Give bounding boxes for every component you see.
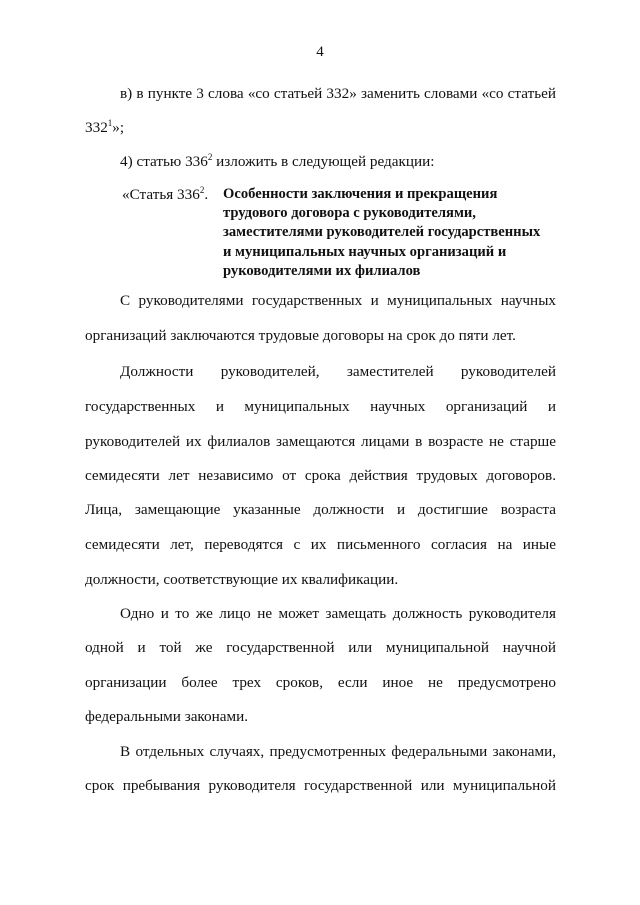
para2-line-7: должности, соответствующие их квалификации. xyxy=(85,571,399,588)
para3-line-1: Одно и то же лицо не может замещать должность руководителя xyxy=(120,605,556,622)
article-title-line-2: трудового договора с руководителями, xyxy=(223,205,476,222)
article-title-line-3: заместителями руководителей государственных xyxy=(223,224,541,241)
para2-line-5: Лица, замещающие указанные должности и достигшие возраста xyxy=(85,501,556,518)
item-v-end: »; xyxy=(112,119,125,136)
item-4-superscript: 2 xyxy=(207,152,213,162)
article-title-line-4: и муниципальных научных организаций и xyxy=(223,243,507,260)
article-label-text: «Статья 336 xyxy=(122,186,200,203)
para2-line-1: Должности руководителей, заместителей руководителей xyxy=(120,363,556,380)
article-title-line-5: руководителями их филиалов xyxy=(223,262,421,279)
item-v-superscript: 1 xyxy=(107,118,113,128)
article-label xyxy=(122,185,208,205)
article-label-superscript: 2 xyxy=(199,185,205,195)
para2-line-3: руководителей их филиалов замещаются лицами в возрасте не старше xyxy=(85,433,556,450)
item-v-line-1: в) в пункте 3 слова «со статьей 332» заменить словами «со статьей xyxy=(120,85,556,102)
item-v-line-2 xyxy=(85,118,556,138)
item-v-number: 332 xyxy=(85,119,108,136)
para3-line-3: организации более трех сроков, если иное не предусмотрено xyxy=(85,674,556,691)
para2-line-2: государственных и муниципальных научных организаций и xyxy=(85,398,556,415)
para4-line-1: В отдельных случаях, предусмотренных федеральными законами, xyxy=(120,743,556,760)
para1-line-1: С руководителями государственных и муниципальных научных xyxy=(120,292,556,309)
para2-line-4: семидесяти лет независимо от срока действия трудовых договоров. xyxy=(85,467,556,484)
page-number: 4 xyxy=(316,44,324,60)
article-title-line-1: Особенности заключения и прекращения xyxy=(223,186,498,202)
para3-line-2: одной и той же государственной или муниципальной научной xyxy=(85,639,556,656)
article-title xyxy=(223,185,563,281)
article-label-dot: . xyxy=(204,186,209,203)
item-4-line xyxy=(120,152,556,172)
item-4-text: 4) статью 336 xyxy=(120,153,208,170)
para3-line-4: федеральными законами. xyxy=(85,708,249,725)
para4-line-2: срок пребывания руководителя государственной или муниципальной xyxy=(85,777,556,794)
para2-line-6: семидесяти лет, переводятся с их письменного согласия на иные xyxy=(85,536,556,553)
item-4-text-end: изложить в следующей редакции: xyxy=(212,153,435,170)
para1-line-2: организаций заключаются трудовые договоры на срок до пяти лет. xyxy=(85,327,516,344)
